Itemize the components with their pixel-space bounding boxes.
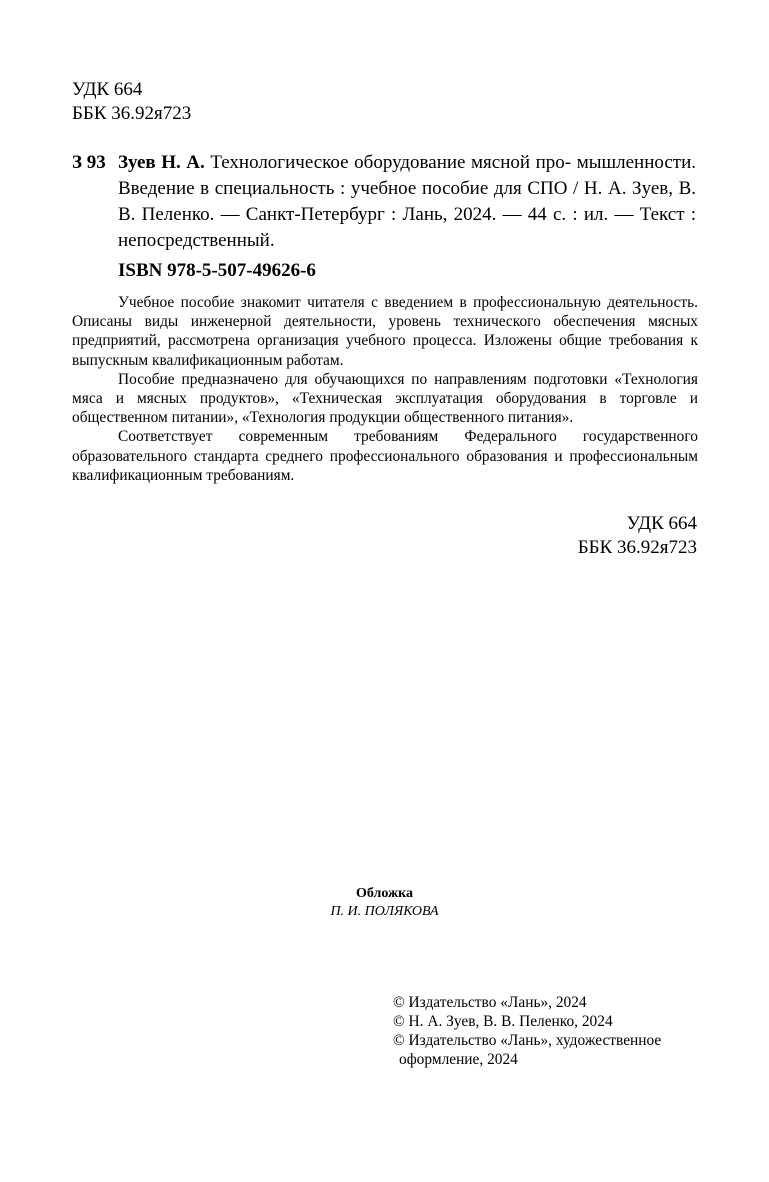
bbk-code-bottom: ББК 36.92я723 xyxy=(577,537,697,558)
copyright-line: © Н. А. Зуев, В. В. Пеленко, 2024 xyxy=(393,1013,613,1030)
cover-credit-label: Обложка xyxy=(355,886,414,901)
classification-bottom xyxy=(578,512,697,560)
title-line-rest: мышленности. Введение в специальность : учебное пособие для СПО / Н. А. Зуев, В. В. Пеленко. — Санкт-Петербург : Лань, 2024. — 44 с. : ил. — Текст : непосредственный. xyxy=(118,152,697,251)
bibliographic-description xyxy=(118,150,696,254)
isbn: ISBN 978-5-507-49626-6 xyxy=(118,260,316,281)
copyright-line: оформление, 2024 xyxy=(399,1051,518,1068)
cover-credit xyxy=(0,885,769,921)
abstract-paragraph: Соответствует современным требованиям Федерального государственного образовательного стандарта среднего профессионального образования и профессиональным квалификационным требованиям. xyxy=(72,428,698,484)
author-name: Зуев Н. А. xyxy=(118,152,205,173)
copyright-notices xyxy=(393,993,703,1069)
author-index-code: З 93 xyxy=(72,152,106,173)
title-line-1: Технологическое оборудование мясной про- xyxy=(204,152,572,173)
copyright-line: © Издательство «Лань», художественное xyxy=(393,1032,662,1049)
udk-code-top: УДК 664 xyxy=(72,79,143,100)
bbk-code-top: ББК 36.92я723 xyxy=(72,103,192,124)
cover-credit-name: П. И. ПОЛЯКОВА xyxy=(330,904,439,919)
udk-code-bottom: УДК 664 xyxy=(626,513,697,534)
copyright-line: © Издательство «Лань», 2024 xyxy=(393,994,587,1011)
abstract-paragraph: Учебное пособие знакомит читателя с введением в профессиональную деятельность. Описаны виды инженерной деятельности, уровень технического обеспечения мясных предприятий, рассмотрена организация учебного процесса. Изложены общие требования к выпускным квалификационным работам. xyxy=(72,294,698,369)
abstract xyxy=(72,293,698,485)
abstract-paragraph: Пособие предназначено для обучающихся по направлениям подготовки «Технология мяса и мясных продуктов», «Техническая эксплуатация оборудования в торговле и общественном питании», «Технология продукции общественного питания». xyxy=(72,370,698,427)
classification-top xyxy=(72,78,191,126)
